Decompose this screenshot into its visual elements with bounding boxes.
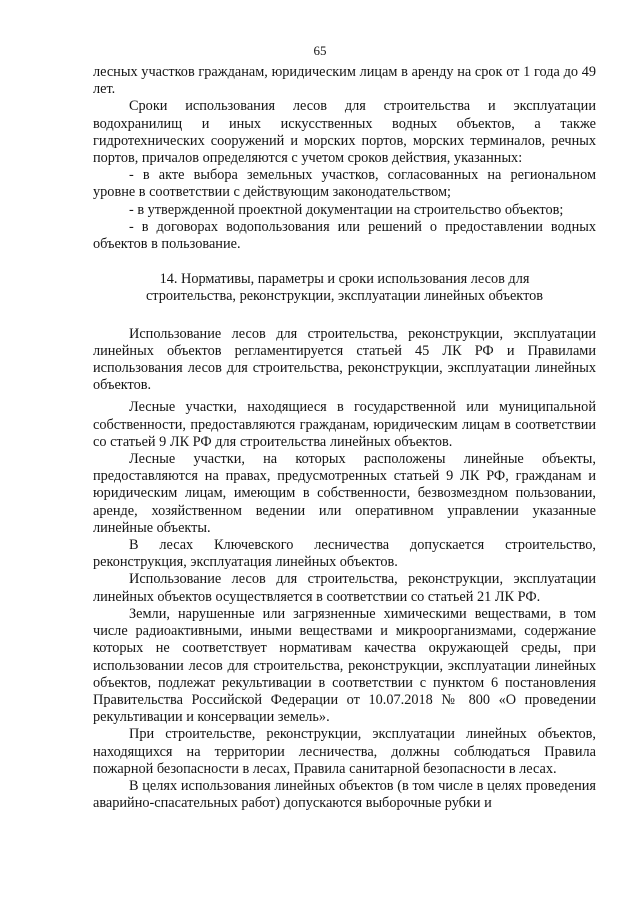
paragraph-article-21: Использование лесов для строительства, реконструкции, эксплуатации линейных объектов осуществляется в соответствии со статьей 21 ЛК РФ. <box>93 571 596 605</box>
list-item-land-selection-act: - в акте выбора земельных участков, согласованных на региональном уровне в соответствии с действующим законодательством; <box>93 167 596 201</box>
section-heading <box>93 271 596 305</box>
paragraph-continuation: лесных участков гражданам, юридическим лицам в аренду на срок от 1 года до 49 лет. <box>93 64 596 98</box>
paragraph-klyuchevskoe: В лесах Ключевского лесничества допускается строительство, реконструкция, эксплуатация линейных объектов. <box>93 537 596 571</box>
page-body <box>93 64 596 812</box>
paragraph-rights: Лесные участки, на которых расположены линейные объекты, предоставляются на правах, предусмотренных статьей 9 ЛК РФ, гражданам и юридическим лицам, имеющим в собственности, безвозмездном пользовании, аренде, хозяйственном ведении или оперативном управлении указанные линейные объекты. <box>93 451 596 536</box>
section-heading-line-1: 14. Нормативы, параметры и сроки использования лесов для <box>159 271 530 288</box>
paragraph-selective-felling: В целях использования линейных объектов (в том числе в целях проведения аварийно-спасательных работ) допускаются выборочные рубки и <box>93 777 596 812</box>
paragraph-state-property: Лесные участки, находящиеся в государственной или муниципальной собственности, предоставляются гражданам, юридическим лицам в соответствии со статьей 9 ЛК РФ для строительства линейных объектов. <box>93 399 596 450</box>
paragraph-fire-safety: При строительстве, реконструкции, эксплуатации линейных объектов, находящихся на территории лесничества, должны соблюдаться Правила пожарной безопасности в лесах, Правила санитарной безопасности в лесах. <box>93 726 596 777</box>
page-number: 65 <box>313 43 327 58</box>
section-heading-line-2: строительства, реконструкции, эксплуатации линейных объектов <box>145 288 544 305</box>
paragraph-regulation: Использование лесов для строительства, реконструкции, эксплуатации линейных объектов регламентируется статьей 45 ЛК РФ и Правилами использования лесов для строительства, реконструкции, эксплуатации линейных объектов. <box>93 325 596 394</box>
list-item-project-documentation: - в утвержденной проектной документации на строительство объектов; <box>129 201 564 218</box>
list-item-water-use-agreements: - в договорах водопользования или решений о предоставлении водных объектов в пользование. <box>93 218 596 253</box>
paragraph-terms-reservoirs: Сроки использования лесов для строительства и эксплуатации водохранилищ и иных искусственных водных объектов, а также гидротехнических сооружений и морских портов, морских терминалов, речных портов, причалов определяются с учетом сроков действия, указанных: <box>93 98 596 167</box>
paragraph-recultivation: Земли, нарушенные или загрязненные химическими веществами, в том числе радиоактивными, иными веществами и микроорганизмами, содержание которых не соответствует нормативам качества окружающей среды, при использовании лесов для строительства, реконструкции, эксплуатации линейных объектов, подлежат рекультивации в соответствии с пунктом 6 постановления Правительства Российской Федерации от 10.07.2018 № 800 «О проведении рекультивации и консервации земель». <box>93 605 596 726</box>
